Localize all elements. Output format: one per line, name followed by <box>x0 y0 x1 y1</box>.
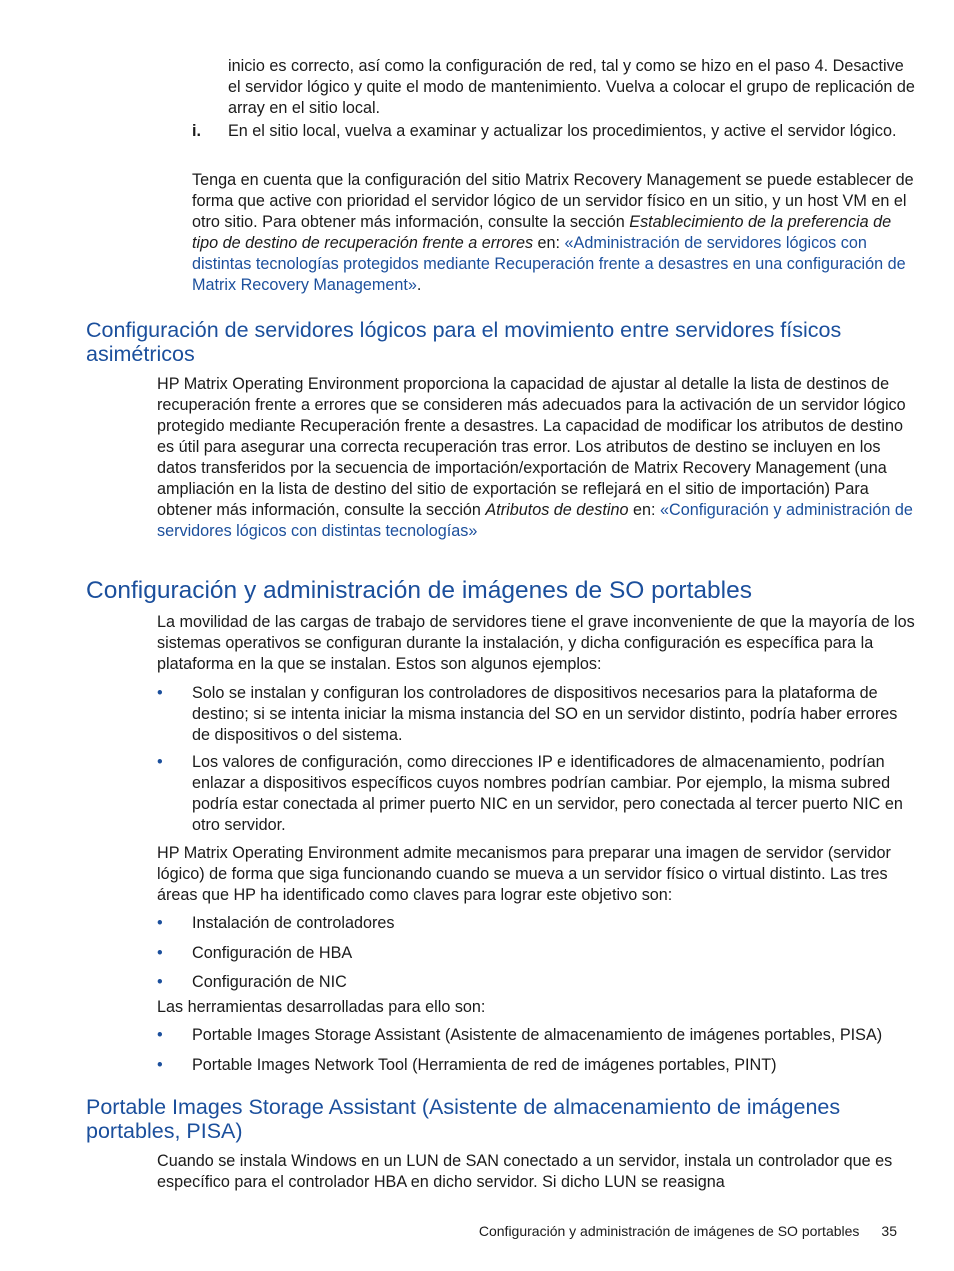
tools-intro: Las herramientas desarrolladas para ello son: <box>157 998 486 1016</box>
bullet-icon: • <box>157 1026 163 1044</box>
page-footer <box>300 1222 897 1240</box>
section3-paragraph: Cuando se instala Windows en un LUN de SAN conectado a un servidor, instala un controlador que es específico para el controlador HBA en dicho servidor. Si dicho LUN se reasigna <box>157 1152 893 1191</box>
section1-text: HP Matrix Operating Environment proporciona la capacidad de ajustar al detalle la lista de destinos de recuperación frente a errores que se consideren más adecuados para la activación de un servidor lógico protegido mediante Recuperación frente a desastres. La capacidad de modificar los atributos de destino es útil para asegurar una correcta recuperación tras error. Los atributos de destino se incluyen en los datos transferidos por la secuencia de importación/exportación de Matrix Recovery Management (una ampliación en la lista de destino del sitio de exportación se reflejará en el sitio de importación) Para obtener más información, consulte la sección <box>157 375 906 519</box>
bullet-icon: • <box>157 914 163 932</box>
list-item <box>157 913 917 934</box>
bullet-icon: • <box>157 684 163 702</box>
example-list <box>157 683 917 746</box>
tool-list <box>157 1025 917 1046</box>
bullet-icon: • <box>157 1056 163 1074</box>
note-text-mid: en: <box>533 234 565 252</box>
page-number: 35 <box>881 1223 897 1239</box>
list-item-text: Configuración de HBA <box>192 944 353 962</box>
bullet-icon: • <box>157 944 163 962</box>
list-item <box>157 972 917 993</box>
list-item-text: Portable Images Network Tool (Herramienta de red de imágenes portables, PINT) <box>192 1056 777 1074</box>
continued-paragraph: inicio es correcto, así como la configuración de red, tal y como se hizo en el paso 4. Desactive el servidor lógico y quite el modo de mantenimiento. Vuelva a colocar el grupo de replicación de array en el sitio local. <box>228 57 915 117</box>
section1-cross-reference-link[interactable]: «Configuración y administración de servidores lógicos con distintas tecnologías» <box>157 501 913 540</box>
list-item-text: Configuración de NIC <box>192 973 347 991</box>
tool-list <box>157 1055 917 1076</box>
list-item <box>157 943 917 964</box>
list-item-text: Instalación de controladores <box>192 914 395 932</box>
note-italic-section: Establecimiento de la preferencia de tipo de destino de recuperación frente a errores <box>192 213 892 252</box>
list-item-text: Portable Images Storage Assistant (Asistente de almacenamiento de imágenes portables, PISA) <box>192 1026 883 1044</box>
step-text: En el sitio local, vuelva a examinar y actualizar los procedimientos, y active el servidor lógico. <box>228 122 897 140</box>
section1-paragraph <box>157 374 917 542</box>
footer-title: Configuración y administración de imágenes de SO portables <box>478 1223 860 1239</box>
section-heading-pisa: Portable Images Storage Assistant (Asistente de almacenamiento de imágenes portables, PISA) <box>86 1095 841 1143</box>
section2-intro: La movilidad de las cargas de trabajo de servidores tiene el grave inconveniente de que la mayoría de los sistemas operativos se configuran durante la instalación, y dicha configuración es específica para la plataforma en la que se instalan. Estos son algunos ejemplos: <box>157 613 915 673</box>
bullet-icon: • <box>157 973 163 991</box>
note-paragraph <box>192 170 918 296</box>
section-heading-asymmetric-servers: Configuración de servidores lógicos para el movimiento entre servidores físicos asimétricos <box>86 318 842 366</box>
note-text: Tenga en cuenta que la configuración del sitio Matrix Recovery Management se puede establecer de forma que active con prioridad el servidor lógico de un servidor físico en un sitio, y un host VM en el otro sitio. Para obtener más información, consulte la sección <box>192 171 914 231</box>
list-item <box>157 752 917 836</box>
section-heading-portable-images: Configuración y administración de imágenes de SO portables <box>86 577 752 604</box>
example-list <box>157 752 917 836</box>
area-list <box>157 943 917 964</box>
list-item-text: Los valores de configuración, como direcciones IP e identificadores de almacenamiento, podrían enlazar a dispositivos específicos cuyos nombres podrían cambiar. Por ejemplo, la misma subred podría estar conectada al primer puerto NIC en un servidor, pero conectada al tercer puerto NIC en otro servidor. <box>192 753 903 834</box>
section2-paragraph: HP Matrix Operating Environment admite mecanismos para preparar una imagen de servidor (servidor lógico) de forma que siga funcionando cuando se mueva a un servidor físico o virtual distinto. Las tres áreas que HP ha identificado como claves para lograr este objetivo son: <box>157 844 891 904</box>
area-list <box>157 972 917 993</box>
note-cross-reference-link[interactable]: «Administración de servidores lógicos con distintas tecnologías protegidos mediante Recuperación frente a desastres en una configuración de Matrix Recovery Management» <box>192 234 906 294</box>
list-item <box>157 1055 917 1076</box>
step-marker: i. <box>192 122 201 140</box>
bullet-icon: • <box>157 753 163 771</box>
section1-italic-section: Atributos de destino <box>485 501 629 519</box>
section1-text-mid: en: <box>628 501 661 519</box>
note-text-end: . <box>416 276 422 294</box>
list-item <box>157 1025 917 1046</box>
list-item <box>157 683 917 746</box>
list-item-text: Solo se instalan y configuran los controladores de dispositivos necesarios para la plataforma de destino; si se intenta iniciar la misma instancia del SO en un servidor distinto, podría haber errores de dispositivos o del sistema. <box>192 684 898 744</box>
area-list <box>157 913 917 934</box>
